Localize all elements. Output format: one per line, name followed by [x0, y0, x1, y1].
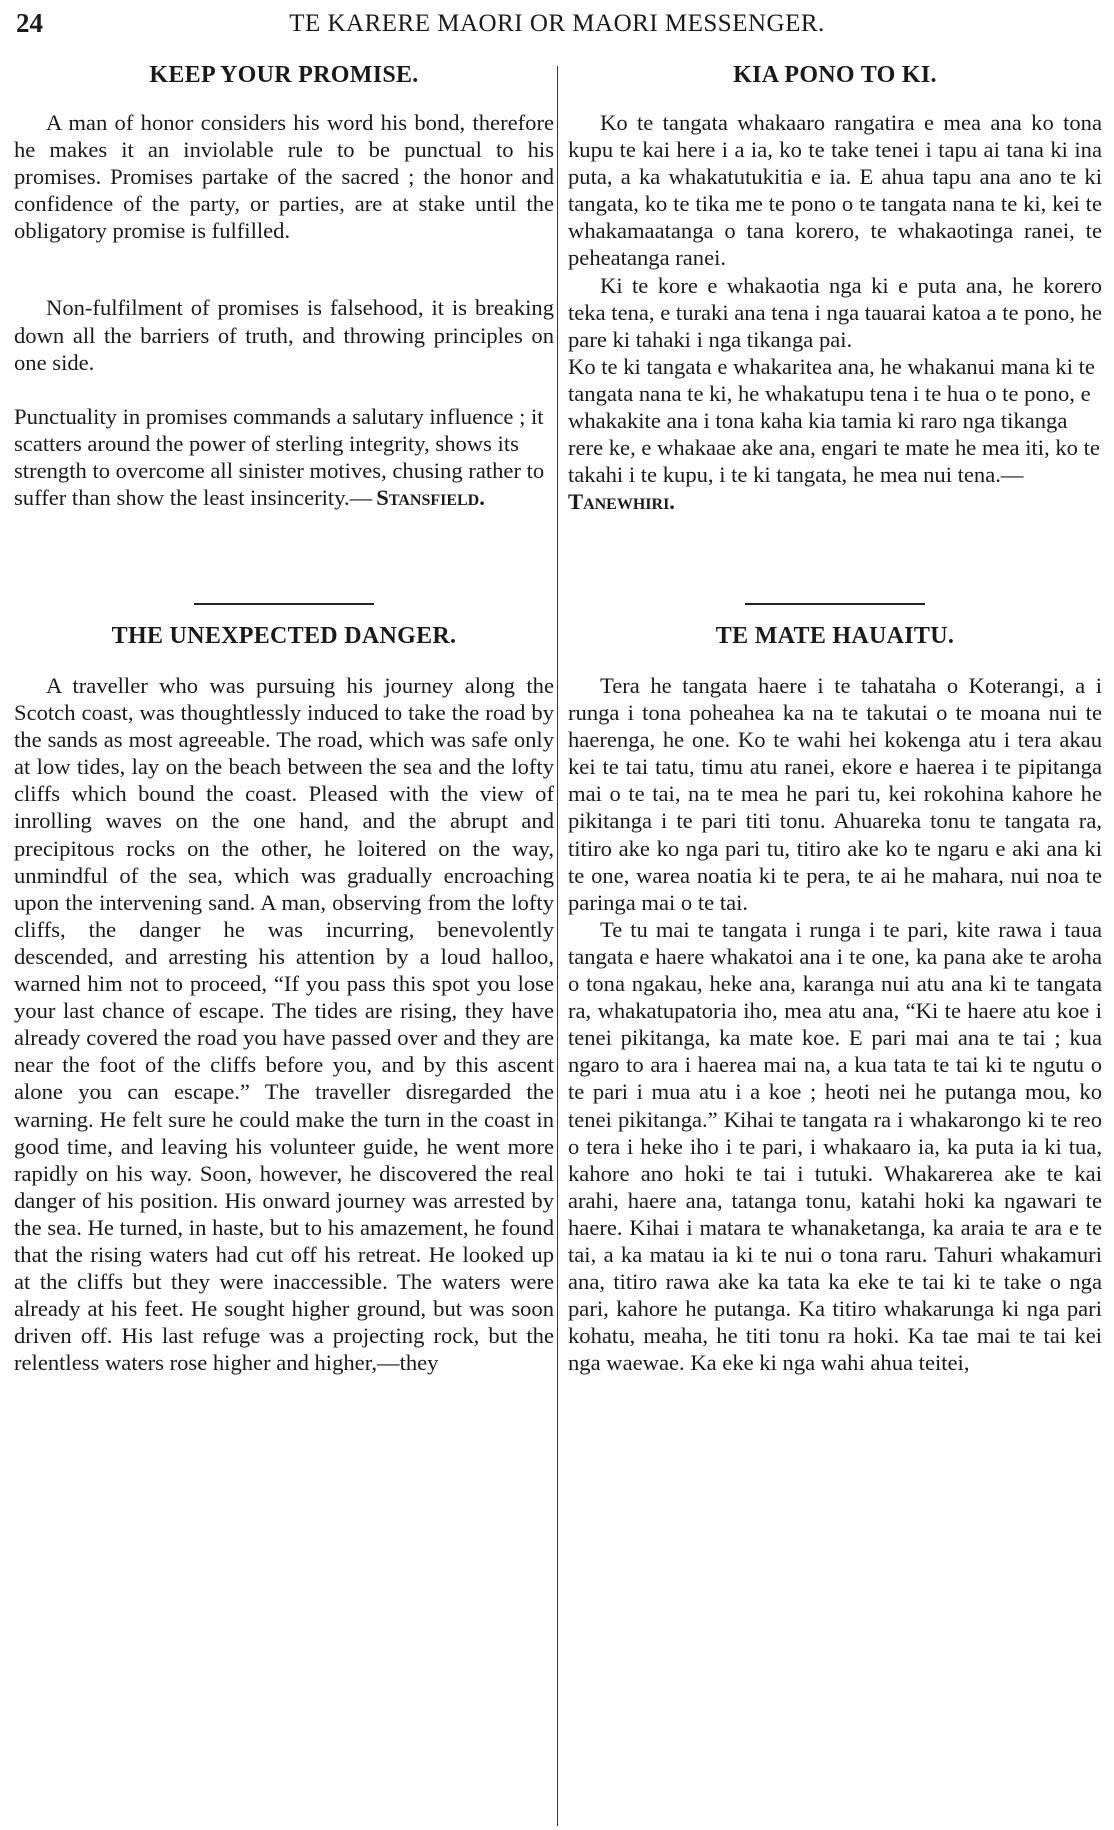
- page-header: [0, 8, 1114, 48]
- article-keep-your-promise: [14, 62, 554, 511]
- article-divider: [14, 603, 554, 605]
- masthead-title: TE KARERE MAORI OR MAORI MESSENGER.: [289, 10, 825, 37]
- article-paragraph: Ko te ki tangata e whakaritea ana, he whakanui mana ki te tangata nana te ki, he whakatupu tena i te hua o te pono, e whakakite ana i tona kaha kia tamia ki raro nga tikanga rere ke, e whakaae ake ana, engari te mate he mea iti, ko te takahi i te kupu, i te ki tangata, he mea nui tena.—: [568, 353, 1100, 488]
- article-paragraph: Tera he tangata haere i te tahataha o Koterangi, a i runga i tona poheahea ka na te takutai o te moana nui te haerenga, he one. Ko te wahi hei kokenga atu i tera akau kei te tai tatu, timu atu ranei, ekore e haerea i te pipitanga mai o te tai, na te mea he pari tu, kei rokohina kahore he pikitanga i te pari titi tonu. Ahuareka tonu te tangata ra, titiro ake ko nga pari tu, titiro ake ko te ngaru e aki ana ki te one, warea noatia ki te pera, te ai he mahara, nui noa te paringa mai o te tai.: [568, 673, 1102, 915]
- article-title: KIA PONO TO KI.: [733, 62, 937, 88]
- article-paragraph: Te tu mai te tangata i runga i te pari, kite rawa i taua tangata e haere whakatoi ana i te one, ka pana ake te aroha o tona ngakau, heke ana, karanga nui atu ana ki te tangata ra, whakatupatoria iho, mea atu ana, “Ki te haere atu koe i tenei pikitanga, ka mate koe. E pari mai ana te tai ; kua ngaro to ara i haerea mai na, a kua tata te tai ki te ngutu o te pari i mua atu i a koe ; heoti nei he putanga mou, ko tenei pikitanga.” Kihai te tangata ra i whakarongo ki te reo o tera i heke iho i te pari, i whakaaro ia, ka puta ia ki tua, kahore ano hoki te tai i tutuki. Whakarerea ake te kai arahi, haere ana, tatanga tonu, katahi hoki ka ngawari te haere. Kihai i matara te whanaketanga, ka araia te ara e te tai, a ka matau ia ki te nui o tona raru. Tahuri whakamuri ana, titiro rawa ake ka tata ka eke te tai ki te take o nga pari, kahore he putanga. Ka titiro whakarunga ki nga pari kohatu, meaha, he titi tonu ra hoki. Ka tae mai te tai kei nga waewae. Ka eke ki nga wahi ahua teitei,: [568, 916, 1102, 1376]
- column-divider: [557, 66, 558, 1826]
- article-kia-pono-to-ki: [568, 62, 1102, 515]
- article-signature: Stansfield.: [376, 485, 485, 511]
- article-paragraph: Ko te tangata whakaaro rangatira e mea ana ko tona kupu te kai here i a ia, ko te take tenei i tapu ai tana ki ina puta, a ka whakatutukitia e ia. E ahua tapu ana ano te ki tangata, ko te tika me te pono o te tangata nana te ki, kei te whakamaatanga o tana korero, te whakaotinga ranei, te peheatanga ranei.: [568, 110, 1102, 271]
- article-divider: [568, 603, 1102, 605]
- article-paragraph: Ki te kore e whakaotia nga ki e puta ana, he korero teka tena, e turaki ana tena i nga tauarai katoa a te pono, he pare ki tahaki i nga tikanga pai.: [568, 272, 1102, 352]
- section-rule: [745, 603, 925, 605]
- article-paragraph: Punctuality in promises commands a salutary influence ; it scatters around the power of sterling integrity, shows its strength to overcome all sinister motives, chusing rather to suffer than show the least insincerity.—: [14, 403, 545, 511]
- article-te-mate-hauaitu: [568, 623, 1102, 1376]
- article-title: THE UNEXPECTED DANGER.: [111, 623, 457, 649]
- page-number: 24: [16, 8, 43, 38]
- article-title: KEEP YOUR PROMISE.: [149, 62, 419, 88]
- article-unexpected-danger: [14, 623, 554, 1376]
- article-paragraph: A man of honor considers his word his bond, therefore he makes it an inviolable rule to be punctual to his promises. Promises partake of the sacred ; the honor and confidence of the party, or parties, are at stake until the obligatory promise is fulfilled.: [14, 110, 554, 244]
- section-rule: [194, 603, 374, 605]
- article-signature: Tanewhiri.: [568, 489, 675, 515]
- article-title: TE MATE HAUAITU.: [715, 623, 955, 649]
- article-paragraph: Non-fulfilment of promises is falsehood, it is breaking down all the barriers of truth, and throwing principles on one side.: [14, 295, 554, 375]
- article-paragraph: A traveller who was pursuing his journey along the Scotch coast, was thoughtlessly induced to take the road by the sands as most agreeable. The road, which was safe only at low tides, lay on the beach between the sea and the lofty cliffs which bound the coast. Pleased with the view of inrolling waves on the one hand, and the abrupt and precipitous rocks on the other, he loitered on the way, unmindful of the sea, which was gradually encroaching upon the intervening sand. A man, observing from the lofty cliffs, the danger he was incurring, benevolently descended, and arresting his attention by a loud halloo, warned him not to proceed, “If you pass this spot you lose your last chance of escape. The tides are rising, they have already covered the road you have passed over and they are near the foot of the cliffs before you, and by this ascent alone you can escape.” The traveller disregarded the warning. He felt sure he could make the turn in the coast in good time, and leaving his volunteer guide, he went more rapidly on his way. Soon, however, he discovered the real danger of his position. His onward journey was arrested by the sea. He turned, in haste, but to his amazement, he found that the rising waters had cut off his retreat. He looked up at the cliffs but they were inaccessible. The waters were already at his feet. He sought higher ground, but was soon driven off. His last refuge was a projecting rock, but the relentless waters rose higher and higher,—they: [14, 673, 554, 1376]
